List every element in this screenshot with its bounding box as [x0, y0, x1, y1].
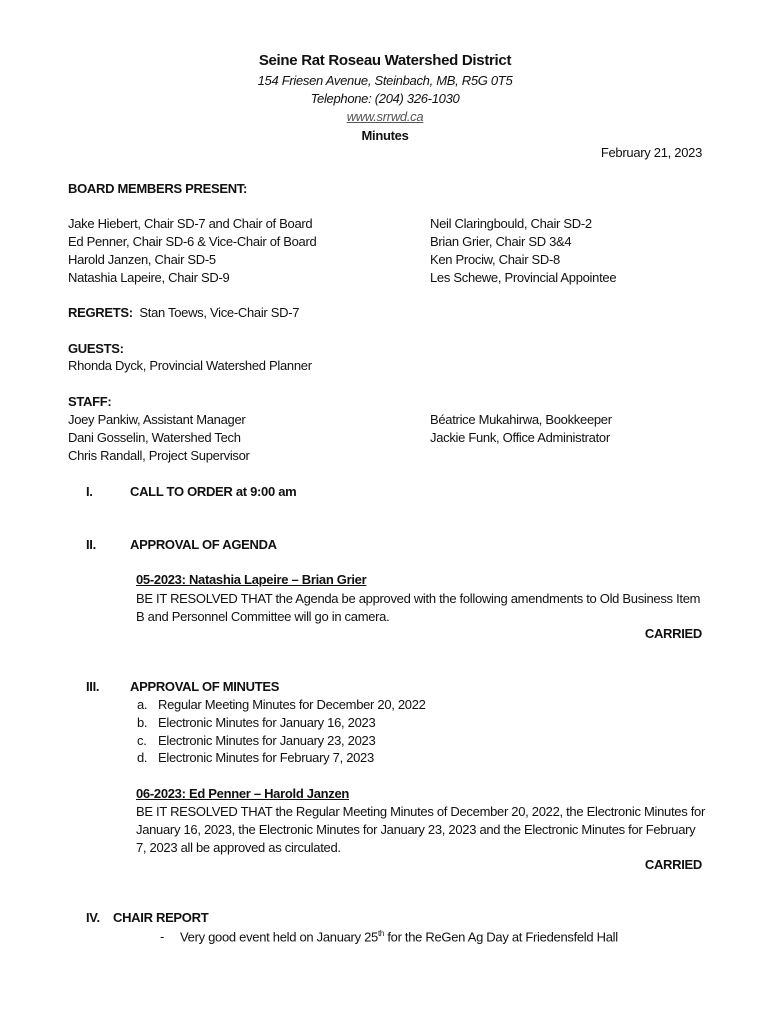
board-member: Ed Penner, Chair SD-6 & Vice-Chair of Board [68, 234, 317, 249]
list-letter: d. [137, 750, 148, 765]
section-number: III. [86, 679, 100, 694]
list-letter: c. [137, 733, 147, 748]
org-telephone: Telephone: (204) 326-1030 [310, 91, 460, 106]
list-item: Electronic Minutes for February 7, 2023 [158, 750, 374, 765]
list-letter: b. [137, 715, 148, 730]
org-title: Seine Rat Roseau Watershed District [258, 52, 512, 69]
section-title-call-to-order: CALL TO ORDER at 9:00 am [130, 484, 297, 499]
section-number: IV. [86, 910, 100, 925]
bullet-text-end: for the ReGen Ag Day at Friedensfeld Hall [384, 929, 618, 945]
meeting-date: February 21, 2023 [600, 145, 702, 160]
board-member: Natashia Lapeire, Chair SD-9 [68, 270, 230, 285]
board-member: Harold Janzen, Chair SD-5 [68, 252, 216, 267]
staff-label: STAFF: [68, 394, 112, 409]
guests-label: GUESTS: [68, 341, 124, 356]
motion-number: 06-2023: Ed Penner – Harold Janzen [136, 786, 350, 801]
board-member: Brian Grier, Chair SD 3&4 [430, 234, 572, 249]
motion-number: 05-2023: Natashia Lapeire – Brian Grier [136, 572, 367, 587]
motion-text: BE IT RESOLVED THAT the Regular Meeting Minutes of December 20, 2022, the Electronic Minutes for January 16, 2023, the Electronic Minutes for January 23, 2023 and the Electronic Minutes for February 7, 2023 all be approved as circulated. [136, 804, 705, 855]
list-item: Regular Meeting Minutes for December 20, 2022 [158, 697, 426, 712]
section-title-approval-of-agenda: APPROVAL OF AGENDA [130, 537, 277, 552]
staff-member: Dani Gosselin, Watershed Tech [68, 430, 241, 445]
section-number: II. [86, 537, 96, 552]
motion-result: CARRIED [644, 626, 702, 641]
regrets-line [68, 305, 299, 320]
motion-text: BE IT RESOLVED THAT the Agenda be approved with the following amendments to Old Business Item B and Personnel Committee will go in camera. [136, 591, 701, 624]
board-member: Les Schewe, Provincial Appointee [430, 270, 617, 285]
staff-member: Chris Randall, Project Supervisor [68, 448, 250, 463]
list-item: Electronic Minutes for January 23, 2023 [158, 733, 376, 748]
motion-result: CARRIED [644, 857, 702, 872]
list-item: Electronic Minutes for January 16, 2023 [158, 715, 376, 730]
board-member: Ken Prociw, Chair SD-8 [430, 252, 560, 267]
board-member: Jake Hiebert, Chair SD-7 and Chair of Board [68, 216, 313, 231]
board-heading: BOARD MEMBERS PRESENT: [68, 181, 248, 196]
staff-member: Joey Pankiw, Assistant Manager [68, 412, 246, 427]
regrets-label: REGRETS: [68, 305, 133, 320]
regrets-value: Stan Toews, Vice-Chair SD-7 [139, 305, 300, 320]
list-letter: a. [137, 697, 148, 712]
bullet-dash: - [160, 929, 165, 944]
org-address: 154 Friesen Avenue, Steinbach, MB, R5G 0T5 [257, 73, 513, 88]
staff-member: Béatrice Mukahirwa, Bookkeeper [430, 412, 612, 427]
staff-member: Jackie Funk, Office Administrator [430, 430, 610, 445]
section-title-chair-report: CHAIR REPORT [113, 910, 209, 925]
bullet-text-start: Very good event held on January 25 [180, 929, 378, 945]
board-member: Neil Claringbould, Chair SD-2 [430, 216, 592, 231]
chair-report-bullet [180, 929, 618, 944]
section-title-approval-of-minutes: APPROVAL OF MINUTES [130, 679, 280, 694]
guest-name: Rhonda Dyck, Provincial Watershed Planner [68, 358, 312, 373]
doc-type: Minutes [361, 128, 409, 143]
bullet-superscript: th [377, 929, 385, 938]
section-number: I. [86, 484, 93, 499]
org-website-link[interactable]: www.srrwd.ca [346, 109, 424, 124]
